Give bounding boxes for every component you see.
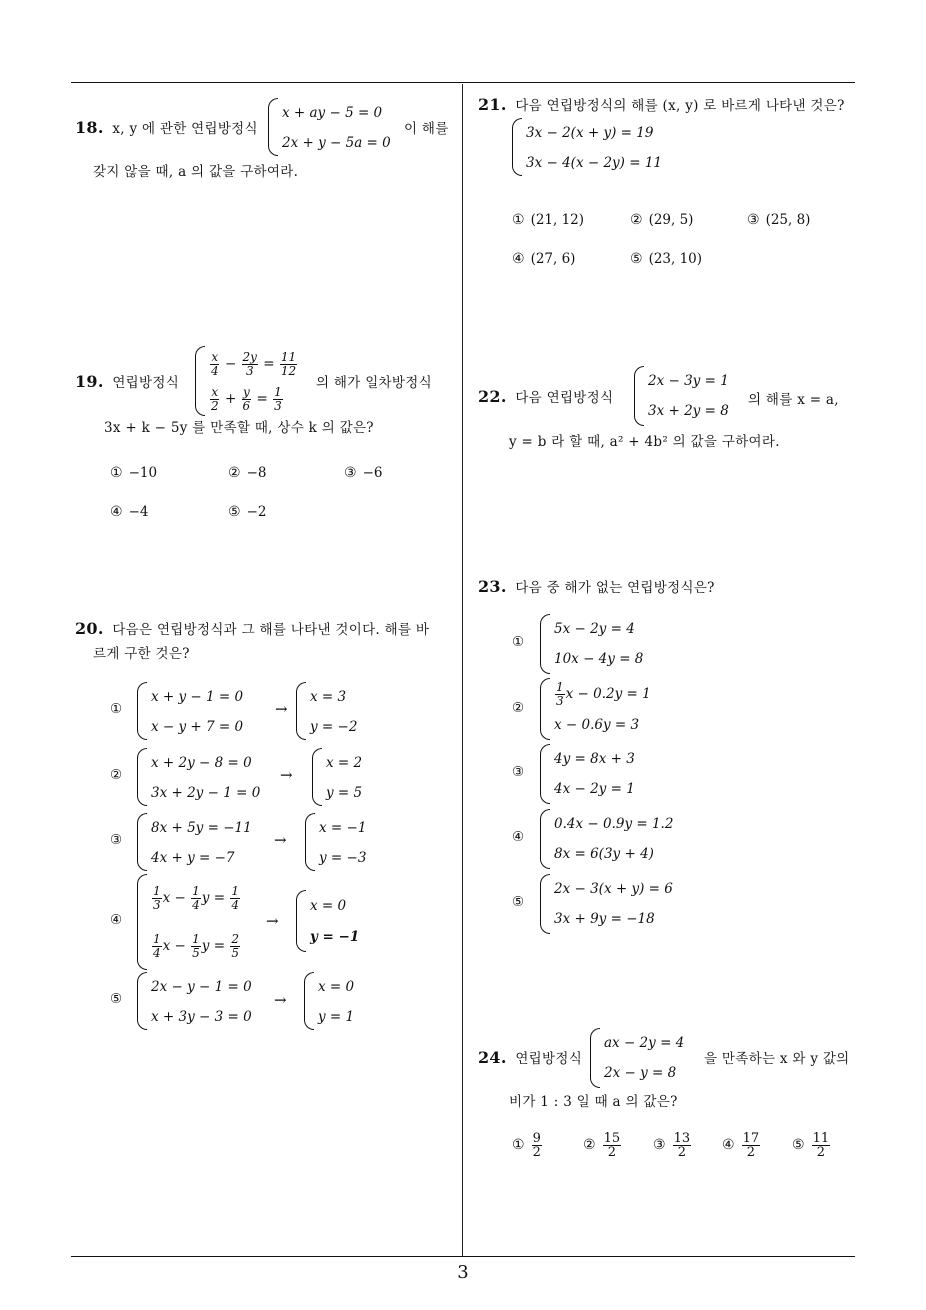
brace	[268, 98, 278, 156]
equation: x − 0.6y = 3	[554, 716, 640, 733]
equation: y = 5	[326, 785, 363, 801]
choice-4[interactable]: ④ −4	[110, 504, 149, 520]
choice-2[interactable]: ② $\frac{15}{2}$	[583, 1131, 621, 1160]
solution-system	[304, 972, 354, 1030]
equation: y = −1	[310, 928, 360, 945]
choice-1[interactable]: ① (21, 12)	[512, 212, 585, 228]
choice-1[interactable]: ① −10	[110, 465, 158, 481]
question-number: 19.	[75, 372, 104, 391]
brace	[512, 118, 522, 176]
equation-system	[137, 682, 243, 740]
question-text: 연립방정식	[515, 1051, 583, 1067]
equation: x + 3y − 3 = 0	[151, 1009, 252, 1025]
equation: 2x − 3(x + y) = 6	[554, 881, 673, 897]
equation: $\frac{1}{4}$ x − $\frac{1}{5}$ y = $\frac{2}{5}$	[153, 932, 239, 960]
brace	[137, 682, 147, 740]
equation: 2x − y − 1 = 0	[151, 979, 252, 995]
equation-system	[195, 346, 298, 416]
solution-system	[296, 682, 357, 740]
question-text: 비가 1 : 3 일 때 a 의 값은?	[509, 1094, 678, 1110]
choice-5[interactable]: ⑤ −2	[228, 504, 267, 520]
question-number: 20.	[75, 619, 104, 638]
column-divider	[462, 84, 463, 1256]
arrow-icon: →	[275, 700, 288, 718]
equation: 5x − 2y = 4	[554, 621, 635, 637]
equation: 3x − 2(x + y) = 19	[526, 125, 654, 141]
equation-system	[540, 614, 643, 674]
equation: $\frac{1}{3}$ x − 0.2y = 1	[556, 679, 651, 708]
brace	[296, 682, 306, 740]
equation: 8x = 6(3y + 4)	[554, 846, 654, 862]
equation-system	[540, 809, 673, 869]
question-text: 다음 중 해가 없는 연립방정식은?	[515, 580, 715, 596]
question-number: 22.	[478, 387, 507, 406]
question-text: y = b 라 할 때, a² + 4b² 의 값을 구하여라.	[509, 434, 780, 450]
brace	[305, 813, 315, 871]
choice-1[interactable]: ①	[512, 634, 525, 650]
equation-system	[540, 874, 673, 934]
equation: 4x + y = −7	[151, 850, 235, 866]
choice-3[interactable]: ③ (25, 8)	[747, 212, 811, 228]
choice-1[interactable]: ① $\frac{9}{2}$	[512, 1131, 541, 1160]
choice-3[interactable]: ③ −6	[344, 465, 383, 481]
equation: x + 2y − 8 = 0	[151, 755, 252, 771]
choice-3[interactable]: ③	[110, 832, 123, 848]
question-text: 을 만족하는 x 와 y 값의	[704, 1051, 850, 1067]
question-text: x, y 에 관한 연립방정식	[112, 121, 258, 137]
brace	[540, 614, 550, 674]
choice-4[interactable]: ④ $\frac{17}{2}$	[722, 1131, 760, 1160]
choice-2[interactable]: ②	[512, 700, 525, 716]
brace	[590, 1028, 600, 1088]
equation-system	[268, 98, 391, 156]
equation: 4x − 2y = 1	[554, 781, 635, 797]
brace	[195, 346, 205, 416]
equation: 10x − 4y = 8	[554, 651, 644, 667]
equation-system	[634, 366, 729, 426]
equation: x + y − 1 = 0	[151, 689, 244, 705]
equation: x = 0	[310, 897, 347, 914]
equation: x = 0	[318, 979, 355, 995]
arrow-icon: →	[266, 912, 279, 930]
arrow-icon: →	[274, 831, 287, 849]
solution-system	[312, 748, 362, 806]
brace	[540, 678, 550, 740]
arrow-icon: →	[280, 766, 293, 784]
equation: 3x + 2y = 8	[648, 403, 729, 419]
choice-2[interactable]: ② −8	[228, 465, 267, 481]
equation-system	[137, 874, 241, 970]
equation: 8x + 5y = −11	[151, 820, 252, 836]
equation: 2x − y = 8	[604, 1065, 677, 1081]
equation-system	[540, 678, 651, 740]
equation: ax − 2y = 4	[604, 1035, 685, 1051]
question-text: 3x + k − 5y 를 만족할 때, 상수 k 의 값은?	[104, 420, 374, 436]
choice-4[interactable]: ④	[512, 829, 525, 845]
arrow-icon: →	[274, 991, 287, 1009]
equation: x = −1	[319, 820, 367, 836]
equation: 2x − 3y = 1	[648, 373, 729, 389]
question-text: 다음 연립방정식의 해를 (x, y) 로 바르게 나타낸 것은?	[515, 98, 845, 114]
brace	[304, 972, 314, 1030]
choice-5[interactable]: ⑤	[512, 894, 525, 910]
bottom-rule	[71, 1256, 855, 1257]
choice-3[interactable]: ③ $\frac{13}{2}$	[653, 1131, 691, 1160]
question-text: 르게 구한 것은?	[93, 646, 190, 662]
equation-system	[137, 972, 252, 1030]
brace	[540, 874, 550, 934]
question-text: 의 해를 x = a,	[748, 392, 839, 408]
equation: 3x + 9y = −18	[554, 911, 655, 927]
equation: 4y = 8x + 3	[554, 751, 635, 767]
equation-system	[137, 813, 252, 871]
equation: x = 2	[326, 755, 363, 771]
equation: $\frac{1}{3}$ x − $\frac{1}{4}$ y = $\frac{1}{4}$	[153, 884, 239, 912]
equation-system	[512, 118, 662, 176]
question-number: 21.	[478, 95, 507, 114]
brace	[137, 972, 147, 1030]
brace	[540, 744, 550, 804]
equation: x − y + 7 = 0	[151, 719, 244, 735]
equation: y = −3	[319, 850, 367, 866]
equation: y = 1	[318, 1009, 355, 1025]
equation-system	[137, 748, 260, 806]
question-text: 이 해를	[404, 121, 449, 137]
equation: x = 3	[310, 689, 347, 705]
equation-system	[540, 744, 635, 804]
question-text: 다음 연립방정식	[515, 390, 614, 406]
solution-system	[305, 813, 366, 871]
top-rule	[71, 82, 855, 83]
equation: x + ay − 5 = 0	[282, 105, 383, 121]
equation: $\frac{x}{2}$ + $\frac{y}{6}$ = $\frac{1}{3}$	[211, 384, 282, 413]
equation: 0.4x − 0.9y = 1.2	[554, 816, 674, 832]
question-text: 다음은 연립방정식과 그 해를 나타낸 것이다. 해를 바	[112, 622, 430, 638]
choice-2[interactable]: ②	[110, 767, 123, 783]
choice-5[interactable]: ⑤	[110, 991, 123, 1007]
page-number: 3	[457, 1262, 469, 1283]
choice-3[interactable]: ③	[512, 764, 525, 780]
equation: 3x − 4(x − 2y) = 11	[526, 155, 663, 171]
equation-system	[590, 1028, 684, 1088]
equation: 2x + y − 5a = 0	[282, 135, 391, 151]
brace	[296, 890, 306, 952]
choice-4[interactable]: ④	[110, 912, 123, 928]
choice-1[interactable]: ①	[110, 701, 123, 717]
brace	[137, 874, 147, 970]
brace	[137, 813, 147, 871]
question-number: 23.	[478, 577, 507, 596]
question-text: 의 해가 일차방정식	[316, 375, 432, 391]
equation: $\frac{x}{4}$ − $\frac{2y}{3}$ = $\frac{11}{12}$	[211, 349, 297, 378]
equation: y = −2	[310, 719, 358, 735]
choice-5[interactable]: ⑤ $\frac{11}{2}$	[792, 1131, 830, 1160]
equation: 3x + 2y − 1 = 0	[151, 785, 261, 801]
question-number: 18.	[75, 118, 104, 137]
choice-2[interactable]: ② (29, 5)	[630, 212, 694, 228]
choice-4[interactable]: ④ (27, 6)	[512, 251, 576, 267]
question-text: 연립방정식	[112, 375, 180, 391]
question-text: 갖지 않을 때, a 의 값을 구하여라.	[93, 164, 299, 180]
choice-5[interactable]: ⑤ (23, 10)	[630, 251, 703, 267]
solution-system	[296, 890, 359, 952]
brace	[137, 748, 147, 806]
brace	[540, 809, 550, 869]
brace	[312, 748, 322, 806]
question-number: 24.	[478, 1048, 507, 1067]
brace	[634, 366, 644, 426]
